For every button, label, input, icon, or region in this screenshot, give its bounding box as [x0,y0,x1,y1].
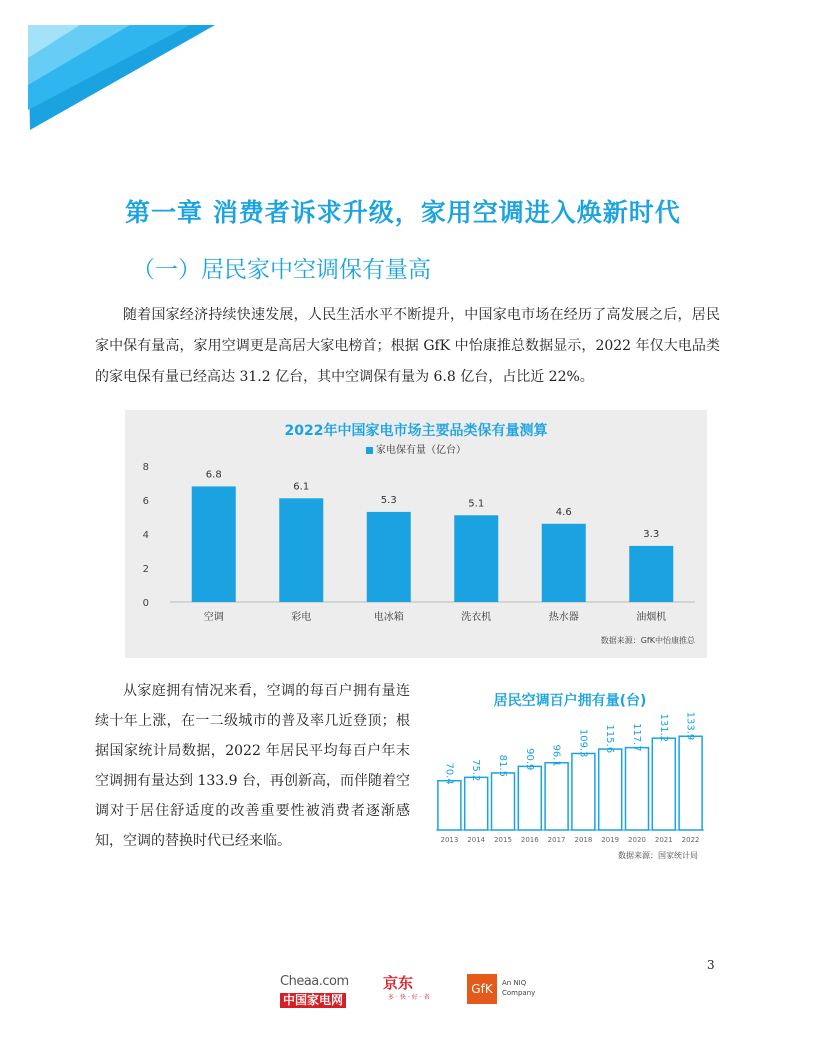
cheaa-logo [280,974,358,1008]
data-label: 109.3 [577,728,589,758]
x-tick-label: 2022 [681,836,700,844]
cheaa-logo-cn: 中国家电网 [280,993,346,1008]
bar-chart-svg [432,682,708,852]
ac-per-household-chart [432,682,708,872]
x-tick-label: 热水器 [548,612,579,623]
x-tick-label: 彩电 [291,612,312,623]
chart-title: 居民空调百户拥有量(台) [493,693,647,709]
chart-source: 数据来源：国家统计局 [618,851,698,860]
bar [454,515,498,602]
body-paragraph-1: 随着国家经济持续快速发展，人民生活水平不断提升，中国家电市场在经历了高发展之后，居民家中保有量高，家用空调更是高居大家电榜首；根据 GfK 中怡康推总数据显示，2022 年仅大电品类的家电保有量已经高达 31.2 亿台，其中空调保有量为 6.8 亿台，占比近 22%。 [95,307,720,385]
chart-title: 2022年中国家电市场主要品类保有量测算 [284,423,548,439]
data-label: 81.5 [497,754,508,777]
bar [492,773,515,830]
gfk-logo-box: GfK [467,974,497,1004]
data-label: 70.4 [443,762,455,785]
bar [465,777,488,830]
data-label: 5.1 [468,498,485,510]
bar-chart-svg [125,410,707,658]
cheaa-logo-text: Cheaa.com [280,974,349,989]
chapter-title: 第一章 消费者诉求升级，家用空调进入焕新时代 [125,198,681,227]
footer-logos [280,972,570,1012]
data-label: 6.8 [205,469,222,481]
gfk-tagline: An NIQ Company [502,979,536,997]
bar [599,749,622,830]
bar [279,498,323,602]
x-tick-label: 油烟机 [636,612,667,623]
data-label: 90.9 [523,748,535,771]
x-tick-label: 洗衣机 [461,612,492,623]
legend-label: 家电保有量（亿台） [376,445,466,456]
data-label: 133.9 [684,711,696,741]
chart-source: 数据来源：GfK中怡康推总 [600,636,695,645]
body-paragraph-2: 从家庭拥有情况来看，空调的每百户拥有量连续十年上涨，在一二级城市的普及率几近登顶；根据国家统计局数据，2022 年居民平均每百户年末空调拥有量达到 133.9 台，再创新高，而伴随着空调对于居住舒适度的改善重要性被消费者逐渐感知，空调的替换时代已经来临。 [95,683,410,849]
page-number: 3 [707,958,715,972]
x-tick-label: 2018 [574,836,593,844]
x-tick-label: 2013 [440,836,459,844]
data-label: 5.3 [380,494,397,506]
jd-logo [383,974,443,1001]
data-label: 131.2 [657,713,669,743]
x-tick-label: 2021 [654,836,673,844]
jd-slogan: 多·快·好·省 [388,994,432,1001]
y-tick-label: 0 [142,598,149,609]
x-tick-label: 2017 [547,836,566,844]
x-tick-label: 2015 [494,836,512,844]
data-label: 3.3 [643,528,660,540]
data-label: 4.6 [555,506,572,518]
bar [545,763,568,830]
bar [572,753,595,830]
y-tick-label: 6 [142,496,149,507]
x-tick-label: 2016 [520,836,539,844]
section-title: （一）居民家中空调保有量高 [132,257,431,283]
data-label: 117.7 [631,722,642,752]
x-tick-label: 空调 [203,612,224,623]
bar [438,781,461,830]
x-tick-label: 2014 [467,836,486,844]
x-tick-label: 2020 [628,836,646,844]
corner-decoration [0,0,220,135]
bar [518,766,541,830]
data-label: 6.1 [293,481,310,493]
bar [367,512,411,602]
bar [192,486,236,602]
y-tick-label: 8 [142,462,149,473]
data-label: 75.2 [470,759,482,782]
bar [626,748,649,830]
y-tick-label: 2 [142,564,149,575]
x-tick-label: 2019 [601,836,620,844]
bar [542,524,586,602]
x-tick-label: 电冰箱 [373,612,404,623]
y-tick-label: 4 [142,530,149,541]
appliance-stock-chart [125,410,707,658]
data-label: 96.1 [550,744,562,767]
bar [679,736,702,830]
bar [629,546,673,602]
gfk-logo [467,974,542,1004]
bar [652,738,675,830]
data-label: 115.6 [604,724,616,754]
jd-logo-text: 京东 [383,974,414,992]
